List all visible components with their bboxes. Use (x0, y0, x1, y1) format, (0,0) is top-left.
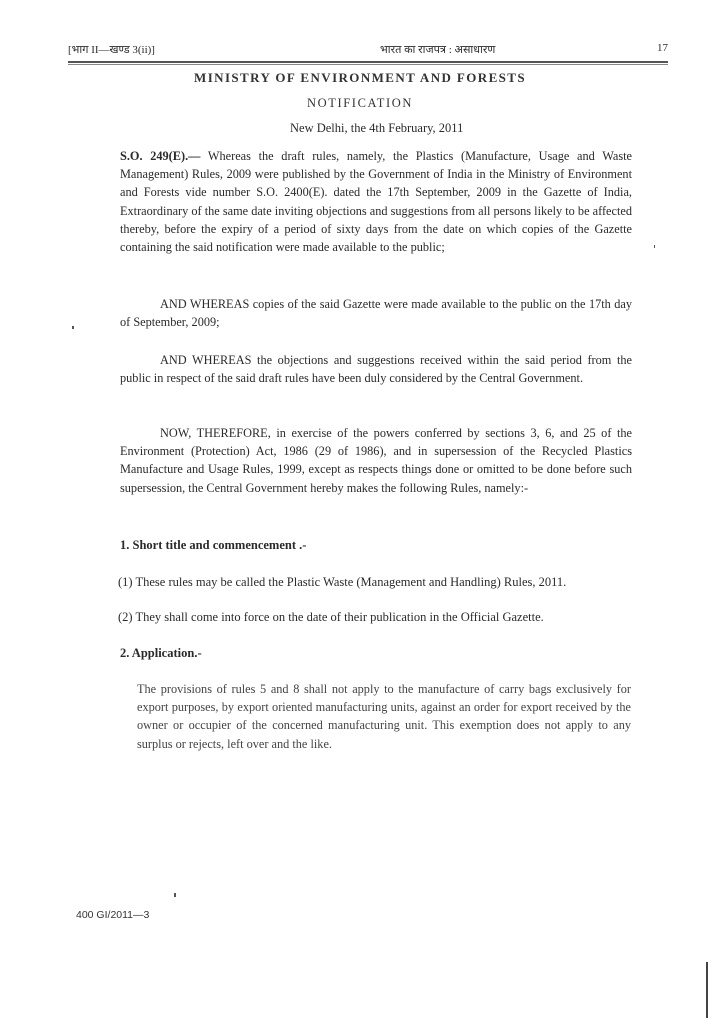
scan-speck (174, 893, 176, 897)
header-rule (68, 61, 668, 63)
rule-item-1: (1) These rules may be called the Plastic Waste (Management and Handling) Rules, 2011. (118, 575, 567, 589)
scan-speck (654, 245, 655, 248)
print-code: 400 GI/2011—3 (76, 909, 150, 921)
paragraph-now-therefore: NOW, THEREFORE, in exercise of the powers conferred by sections 3, 6, and 25 of the Environment (Protection) Act, 1986 (29 of 1986), and in supersession of the Recycled Plastics Manufacture and Usage Rules, 1999, except as respects things done or omitted to be done before such supersession, the Central Government hereby makes the following Rules, namely:- (120, 426, 632, 495)
so-number: S.O. 249(E).— (120, 149, 201, 163)
paragraph-whereas (120, 147, 632, 256)
header-part-section: [भाग II—खण्ड 3(ii)] (68, 44, 155, 56)
section-heading-application: 2. Application.- (120, 646, 202, 660)
running-header (68, 42, 668, 60)
paragraph-whereas-text: Whereas the draft rules, namely, the Plastics (Manufacture, Usage and Waste Management) Rules, 2009 were published by the Government of India in the Ministry of Environment and Forests vide number S.O. 2400(E). dated the 17th September, 2009 in the Gazette of India, Extraordinary of the same date inviting objections and suggestions from all persons likely to be affected thereby, before the expiry of a period of sixty days from the date on which copies of the Gazette containing the said notification were made available to the public; (120, 149, 633, 255)
header-rule-thin (68, 64, 668, 65)
dateline: New Delhi, the 4th February, 2011 (290, 121, 464, 135)
ministry-heading: MINISTRY OF ENVIRONMENT AND FORESTS (194, 70, 526, 85)
scan-speck (72, 326, 74, 329)
notification-title: NOTIFICATION (307, 96, 413, 110)
rule-item-2: (2) They shall come into force on the date of their publication in the Official Gazette. (118, 610, 544, 624)
paragraph-application: The provisions of rules 5 and 8 shall not apply to the manufacture of carry bags exclusively for export purposes, by export oriented manufacturing units, against an order for export received by the owner or occupier of the concerned manufacturing unit. This exemption does not apply to any surplus or rejects, left over and the like. (137, 682, 631, 751)
header-gazette-title: भारत का राजपत्र : असाधारण (380, 44, 496, 56)
paragraph-and-whereas-copies: AND WHEREAS copies of the said Gazette were made available to the public on the 17th day of September, 2009; (120, 297, 632, 330)
paragraph-and-whereas-objections: AND WHEREAS the objections and suggestions received within the said period from the public in respect of the said draft rules have been duly considered by the Central Government. (120, 353, 632, 386)
page-number: 17 (657, 42, 668, 54)
section-heading-short-title: 1. Short title and commencement .- (120, 538, 307, 552)
scan-margin-line (706, 962, 708, 1018)
